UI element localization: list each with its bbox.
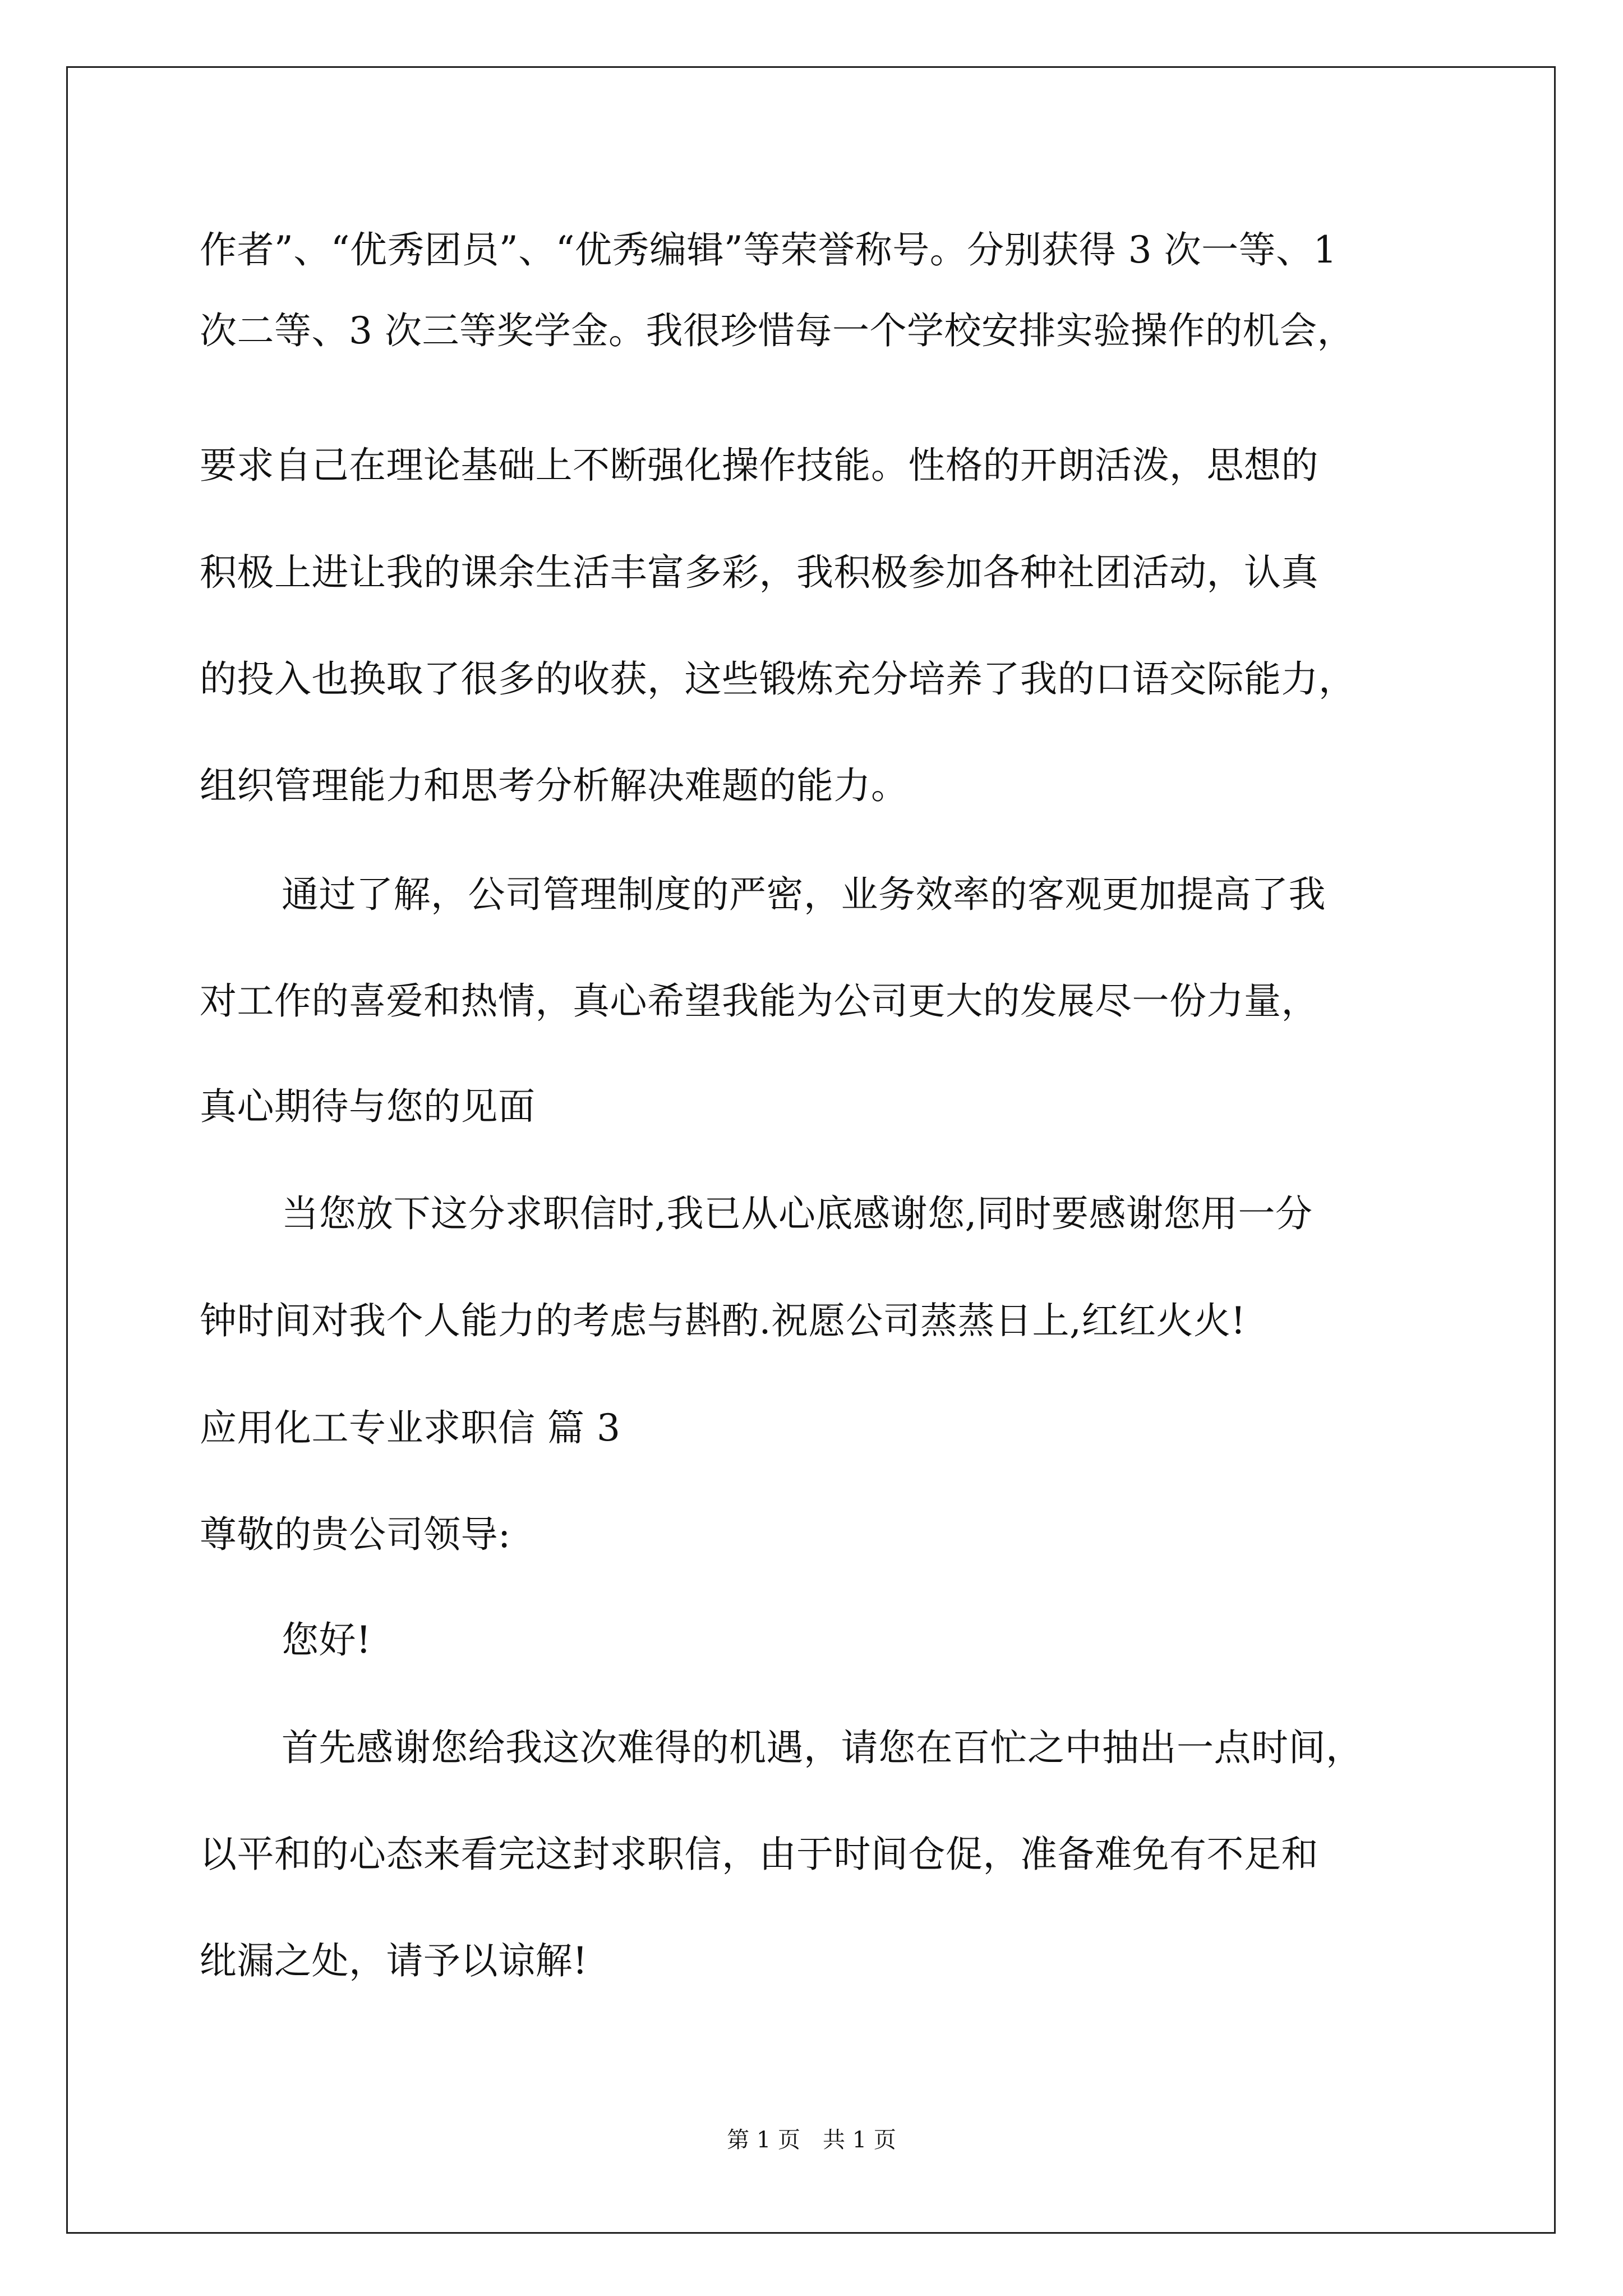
body-line-7: 通过了解，公司管理制度的严密，业务效率的客观更加提高了我 [282, 873, 1326, 916]
body-line-16: 以平和的心态来看完这封求职信，由于时间仓促，准备难免有不足和 [200, 1833, 1318, 1876]
body-line-9: 真心期待与您的见面 [200, 1085, 536, 1128]
body-line-1: 作者”、“优秀团员”、“优秀编辑”等荣誉称号。分别获得 3 次一等、1 [200, 228, 1338, 272]
body-line-2: 次二等、3 次三等奖学金。我很珍惜每一个学校安排实验操作的机会， [200, 309, 1354, 352]
page-total: 共 1 页 [823, 2127, 896, 2153]
body-line-6: 组织管理能力和思考分析解决难题的能力。 [200, 764, 909, 807]
body-line-8: 对工作的喜爱和热情，真心希望我能为公司更大的发展尽一份力量， [200, 979, 1318, 1023]
page-number: 第 1 页 [727, 2127, 800, 2153]
greeting: 您好! [282, 1618, 372, 1662]
body-line-15: 首先感谢您给我这次难得的机遇，请您在百忙之中抽出一点时间， [282, 1726, 1363, 1769]
body-line-17: 纰漏之处，请予以谅解! [200, 1939, 588, 1982]
body-line-5: 的投入也换取了很多的收获，这些锻炼充分培养了我的口语交际能力， [200, 657, 1356, 701]
page-border [66, 66, 1556, 2234]
body-line-10: 当您放下这分求职信时,我已从心底感谢您,同时要感谢您用一分 [282, 1192, 1313, 1235]
section-heading: 应用化工专业求职信 篇 3 [200, 1406, 621, 1450]
salutation: 尊敬的贵公司领导: [200, 1513, 511, 1556]
page-footer [0, 2129, 1623, 2151]
body-line-3: 要求自己在理论基础上不断强化操作技能。性格的开朗活泼，思想的 [200, 444, 1318, 487]
body-line-4: 积极上进让我的课余生活丰富多彩，我积极参加各种社团活动，认真 [200, 551, 1318, 594]
body-line-11: 钟时间对我个人能力的考虑与斟酌.祝愿公司蒸蒸日上,红红火火! [200, 1299, 1246, 1342]
